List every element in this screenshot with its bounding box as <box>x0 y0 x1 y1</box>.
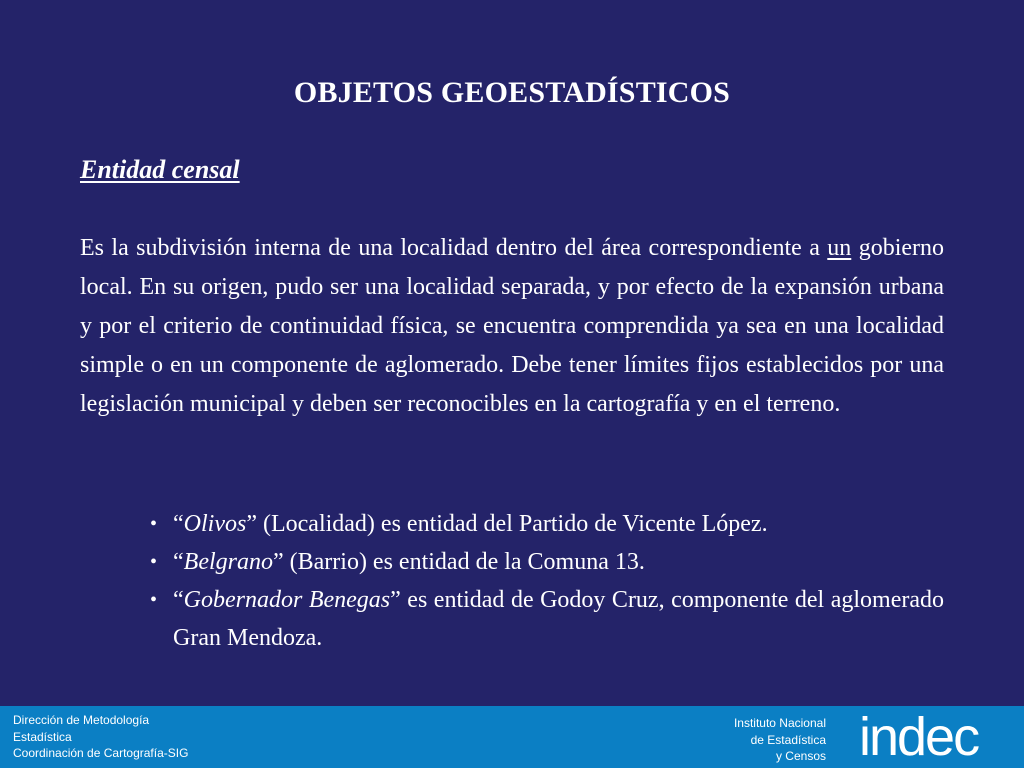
paragraph-text-end: gobierno local. En su origen, pudo ser una localidad separada, y por efecto de la expansión urbana y por el criterio de continuidad física, se encuentra comprendida ya sea en una localidad simple o en un componente de aglomerado. Debe tener límites fijos establecidos por una legislación municipal y deben ser reconocibles en la cartografía y en el terreno. <box>80 235 944 417</box>
section-subtitle: Entidad censal <box>80 155 240 184</box>
entity-name: Olivos <box>183 511 247 537</box>
footer-right-line: de Estadística <box>750 732 826 747</box>
footer-left-line: Coordinación de Cartografía-SIG <box>13 746 189 760</box>
footer-left-line: Dirección de Metodología <box>13 713 150 727</box>
open-quote: “ <box>173 549 184 575</box>
footer-right-line: Instituto Nacional <box>733 716 826 730</box>
examples-list <box>140 505 944 657</box>
example-text: ” (Barrio) es entidad de la Comuna 13. <box>272 549 645 575</box>
open-quote: “ <box>173 587 184 613</box>
entity-name: Gobernador Benegas <box>183 587 391 613</box>
footer-left-line: Estadística <box>13 729 72 744</box>
page-title: OBJETOS GEOESTADÍSTICOS <box>293 76 731 109</box>
indec-logo: indec <box>859 707 979 767</box>
footer-department <box>13 712 188 762</box>
bullet-icon: • <box>150 551 158 573</box>
footer-right-line: y Censos <box>775 749 826 763</box>
example-text: ” es entidad de Godoy Cruz, componente del aglomerado Gran Mendoza. <box>173 587 945 651</box>
bullet-icon: • <box>150 513 158 535</box>
list-item <box>140 581 944 657</box>
list-item <box>140 543 944 581</box>
entity-name: Belgrano <box>183 549 273 575</box>
paragraph-text-start: Es la subdivisión interna de una localidad dentro del área correspondiente a <box>80 235 828 261</box>
paragraph-underlined-word: un <box>827 235 852 261</box>
footer-institute <box>734 715 826 765</box>
definition-paragraph <box>80 229 944 424</box>
footer-bar <box>0 706 1024 768</box>
bullet-icon: • <box>150 589 158 611</box>
list-item <box>140 505 944 543</box>
open-quote: “ <box>173 511 184 537</box>
example-text: ” (Localidad) es entidad del Partido de Vicente López. <box>246 511 768 537</box>
